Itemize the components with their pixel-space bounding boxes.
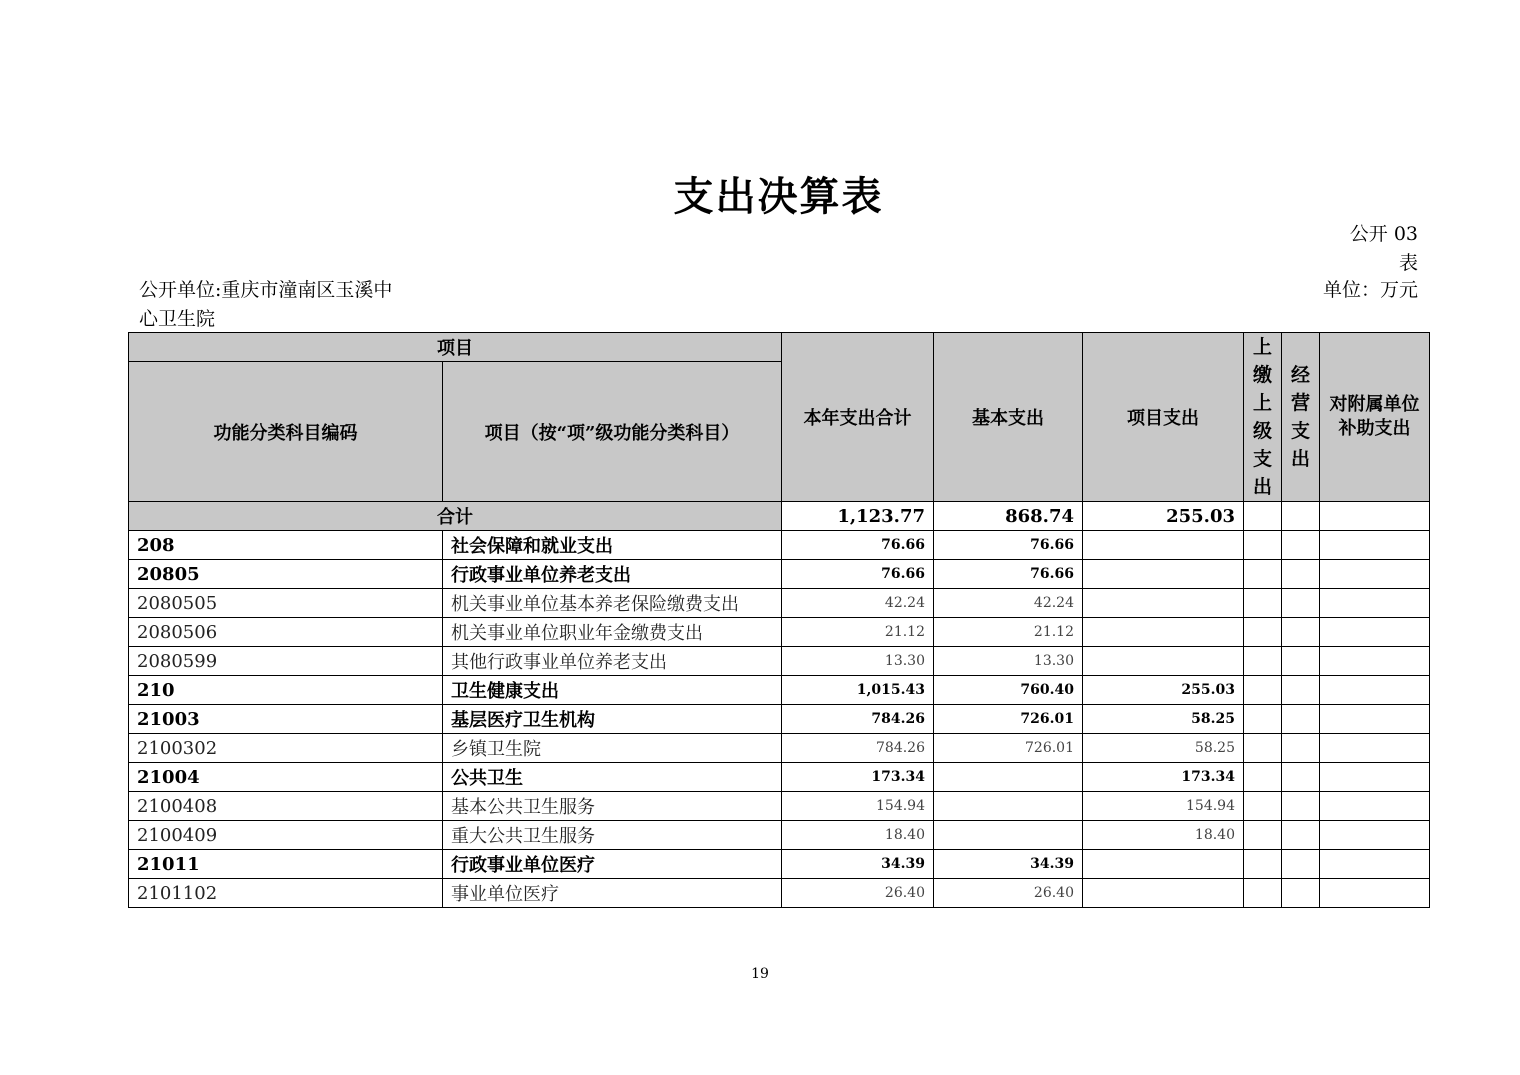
summary-subsidy [1320,502,1430,531]
row-business [1282,705,1320,734]
row-upper [1244,850,1282,879]
row-total: 18.40 [782,821,934,850]
table-row [129,734,1430,763]
row-name: 公共卫生 [443,763,782,792]
row-basic [934,821,1083,850]
row-name: 机关事业单位基本养老保险缴费支出 [443,589,782,618]
table-row [129,792,1430,821]
form-number: 公开 03 表 [1349,223,1418,274]
row-total: 154.94 [782,792,934,821]
table-row [129,531,1430,560]
row-total: 76.66 [782,560,934,589]
row-business [1282,850,1320,879]
row-business [1282,531,1320,560]
row-name: 基层医疗卫生机构 [443,705,782,734]
header-business: 经营支出 [1282,333,1320,502]
summary-label: 合计 [129,502,782,531]
row-upper [1244,676,1282,705]
header-project: 项目 [129,333,782,362]
row-code: 20805 [129,560,443,589]
row-business [1282,763,1320,792]
row-upper [1244,618,1282,647]
summary-total: 1,123.77 [782,502,934,531]
summary-business [1282,502,1320,531]
row-basic: 26.40 [934,879,1083,908]
row-business [1282,879,1320,908]
row-basic: 34.39 [934,850,1083,879]
row-subsidy [1320,560,1430,589]
row-upper [1244,560,1282,589]
page-title: 支出决算表 [673,173,884,220]
row-name: 事业单位医疗 [443,879,782,908]
row-business [1282,560,1320,589]
row-subsidy [1320,618,1430,647]
row-subsidy [1320,647,1430,676]
row-project [1083,850,1244,879]
row-code: 2100408 [129,792,443,821]
row-upper [1244,821,1282,850]
row-upper [1244,589,1282,618]
header-basic: 基本支出 [934,333,1083,502]
row-total: 42.24 [782,589,934,618]
header-code: 功能分类科目编码 [129,362,443,502]
row-basic [934,763,1083,792]
row-basic: 13.30 [934,647,1083,676]
row-name: 重大公共卫生服务 [443,821,782,850]
row-code: 21004 [129,763,443,792]
summary-upper [1244,502,1282,531]
row-subsidy [1320,531,1430,560]
row-upper [1244,705,1282,734]
row-code: 2100302 [129,734,443,763]
row-code: 2100409 [129,821,443,850]
row-code: 21003 [129,705,443,734]
table-row [129,618,1430,647]
row-project [1083,560,1244,589]
table-row [129,676,1430,705]
row-project: 255.03 [1083,676,1244,705]
row-name: 行政事业单位医疗 [443,850,782,879]
row-code: 2080599 [129,647,443,676]
row-project [1083,589,1244,618]
table-row [129,821,1430,850]
row-basic: 21.12 [934,618,1083,647]
row-upper [1244,647,1282,676]
row-code: 2080505 [129,589,443,618]
page-number: 19 [751,966,769,982]
currency-unit: 单位：万元 [1322,279,1418,301]
table-row [129,705,1430,734]
row-subsidy [1320,589,1430,618]
row-subsidy [1320,850,1430,879]
row-name: 行政事业单位养老支出 [443,560,782,589]
summary-project: 255.03 [1083,502,1244,531]
row-basic: 76.66 [934,560,1083,589]
row-subsidy [1320,763,1430,792]
row-project: 58.25 [1083,705,1244,734]
table-row [129,647,1430,676]
row-basic: 760.40 [934,676,1083,705]
row-total: 13.30 [782,647,934,676]
row-upper [1244,734,1282,763]
row-total: 173.34 [782,763,934,792]
row-upper [1244,879,1282,908]
row-total: 26.40 [782,879,934,908]
row-project: 58.25 [1083,734,1244,763]
row-name: 其他行政事业单位养老支出 [443,647,782,676]
row-project [1083,879,1244,908]
row-subsidy [1320,792,1430,821]
row-project [1083,618,1244,647]
row-project [1083,531,1244,560]
row-code: 21011 [129,850,443,879]
header-project-expense: 项目支出 [1083,333,1244,502]
row-total: 784.26 [782,734,934,763]
table-row [129,850,1430,879]
row-name: 基本公共卫生服务 [443,792,782,821]
row-name: 社会保障和就业支出 [443,531,782,560]
header-total: 本年支出合计 [782,333,934,502]
row-business [1282,676,1320,705]
row-business [1282,647,1320,676]
row-subsidy [1320,734,1430,763]
row-project: 173.34 [1083,763,1244,792]
row-business [1282,792,1320,821]
row-code: 2080506 [129,618,443,647]
row-business [1282,734,1320,763]
row-name: 机关事业单位职业年金缴费支出 [443,618,782,647]
row-project: 154.94 [1083,792,1244,821]
summary-basic: 868.74 [934,502,1083,531]
row-name: 卫生健康支出 [443,676,782,705]
header-name: 项目（按“项”级功能分类科目） [443,362,782,502]
row-total: 34.39 [782,850,934,879]
row-subsidy [1320,879,1430,908]
row-code: 210 [129,676,443,705]
table-row [129,763,1430,792]
row-business [1282,618,1320,647]
row-upper [1244,792,1282,821]
row-business [1282,589,1320,618]
row-total: 784.26 [782,705,934,734]
row-basic: 42.24 [934,589,1083,618]
row-business [1282,821,1320,850]
row-project: 18.40 [1083,821,1244,850]
row-basic: 726.01 [934,734,1083,763]
row-upper [1244,763,1282,792]
row-total: 76.66 [782,531,934,560]
row-total: 21.12 [782,618,934,647]
row-code: 208 [129,531,443,560]
table-row [129,560,1430,589]
row-project [1083,647,1244,676]
row-total: 1,015.43 [782,676,934,705]
row-basic: 76.66 [934,531,1083,560]
table-row [129,589,1430,618]
expenditure-table [128,332,1430,908]
row-basic: 726.01 [934,705,1083,734]
header-upper-payment: 上缴上级支出 [1244,333,1282,502]
row-subsidy [1320,821,1430,850]
row-subsidy [1320,705,1430,734]
table-row [129,879,1430,908]
header-subsidy: 对附属单位补助支出 [1320,333,1430,502]
reporting-unit: 公开单位:重庆市潼南区玉溪中心卫生院 [139,279,393,330]
row-basic [934,792,1083,821]
summary-row [129,502,1430,531]
row-subsidy [1320,676,1430,705]
row-upper [1244,531,1282,560]
row-name: 乡镇卫生院 [443,734,782,763]
row-code: 2101102 [129,879,443,908]
